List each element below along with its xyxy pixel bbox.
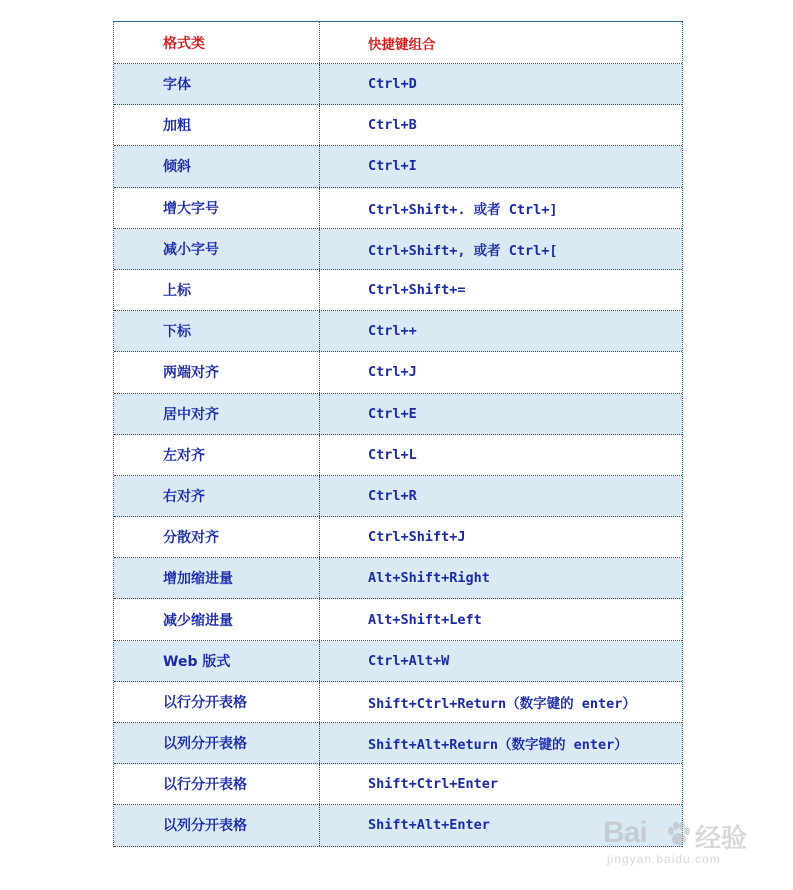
table-row <box>114 805 682 846</box>
header-format-type: 格式类 <box>114 22 320 63</box>
shortcut-cell: Ctrl+J <box>368 364 417 381</box>
table-row <box>114 682 682 723</box>
watermark-url: jingyan.baidu.com <box>607 852 721 866</box>
format-type-cell: 减少缩进量 <box>114 599 320 639</box>
shortcut-cell: Ctrl+Shift+, 或者 Ctrl+[ <box>368 242 558 259</box>
format-type-cell: 减小字号 <box>114 229 320 269</box>
table-row <box>114 723 682 764</box>
shortcut-cell: Ctrl+Shift+= <box>368 282 466 299</box>
table-row <box>114 558 682 599</box>
table-row <box>114 64 682 105</box>
shortcut-cell: Alt+Shift+Right <box>368 570 490 587</box>
format-type-cell: 以列分开表格 <box>114 805 320 845</box>
format-type-cell: 上标 <box>114 270 320 310</box>
shortcut-cell: Ctrl+D <box>368 76 417 93</box>
baidu-paw-icon <box>665 820 693 848</box>
format-type-cell: 右对齐 <box>114 476 320 516</box>
watermark-brand-cn: 经验 <box>695 823 748 853</box>
format-type-cell: 居中对齐 <box>114 394 320 434</box>
table-row <box>114 352 682 393</box>
table-row <box>114 270 682 311</box>
shortcut-table <box>113 21 683 847</box>
format-type-cell: 字体 <box>114 64 320 104</box>
format-type-cell: 增加缩进量 <box>114 558 320 598</box>
table-row <box>114 146 682 187</box>
format-type-cell: 分散对齐 <box>114 517 320 557</box>
shortcut-cell: Ctrl+Shift+J <box>368 529 466 546</box>
header-shortcut-combo: 快捷键组合 <box>368 36 436 53</box>
format-type-cell: 两端对齐 <box>114 352 320 392</box>
format-type-cell: 下标 <box>114 311 320 351</box>
shortcut-cell: Ctrl+E <box>368 405 417 422</box>
shortcut-cell: Ctrl+Alt+W <box>368 652 450 669</box>
table-header-row <box>114 22 682 64</box>
shortcut-cell: Shift+Alt+Return（数字键的 enter） <box>368 737 628 754</box>
shortcut-cell: Ctrl+L <box>368 446 417 463</box>
table-row <box>114 517 682 558</box>
format-type-cell: Web 版式 <box>114 641 320 681</box>
format-type-cell: 倾斜 <box>114 146 320 186</box>
baidu-jingyan-watermark <box>603 816 753 876</box>
table-row <box>114 764 682 805</box>
table-body <box>114 64 682 847</box>
shortcut-cell: Shift+Ctrl+Enter <box>368 776 499 793</box>
table-row <box>114 188 682 229</box>
format-type-cell: 以行分开表格 <box>114 764 320 804</box>
table-row <box>114 311 682 352</box>
table-row <box>114 599 682 640</box>
shortcut-cell: Ctrl+Shift+. 或者 Ctrl+] <box>368 201 558 218</box>
shortcut-cell: Ctrl+B <box>368 117 417 134</box>
table-row <box>114 229 682 270</box>
table-row <box>114 105 682 146</box>
format-type-cell: 增大字号 <box>114 188 320 228</box>
format-type-cell: 以列分开表格 <box>114 723 320 763</box>
shortcut-cell: Shift+Alt+Enter <box>368 817 490 834</box>
shortcut-cell: Ctrl+I <box>368 158 417 175</box>
format-type-cell: 以行分开表格 <box>114 682 320 722</box>
table-row <box>114 394 682 435</box>
format-type-cell: 加粗 <box>114 105 320 145</box>
format-type-cell: 左对齐 <box>114 435 320 475</box>
table-row <box>114 476 682 517</box>
shortcut-cell: Ctrl++ <box>368 323 417 340</box>
watermark-brand: Bai <box>603 816 647 849</box>
shortcut-cell: Alt+Shift+Left <box>368 611 482 628</box>
table-row <box>114 435 682 476</box>
table-row <box>114 641 682 682</box>
shortcut-cell: Shift+Ctrl+Return（数字键的 enter） <box>368 695 636 712</box>
shortcut-cell: Ctrl+R <box>368 487 417 504</box>
